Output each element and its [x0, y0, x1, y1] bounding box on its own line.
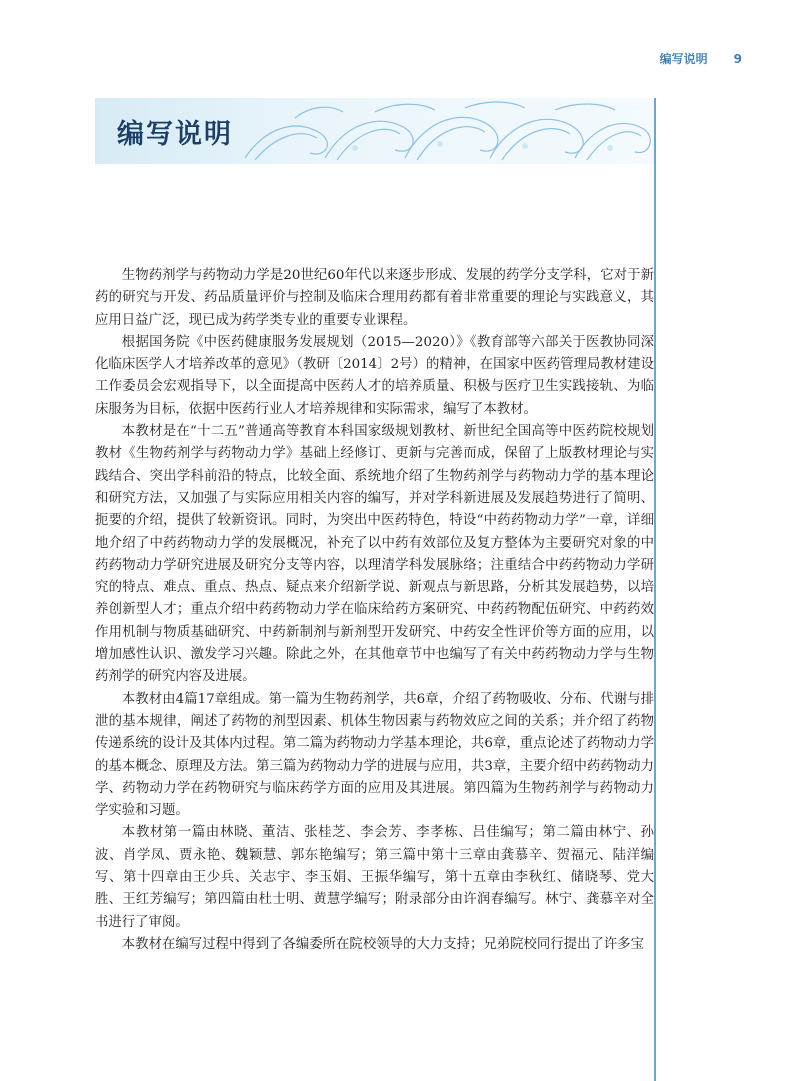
paragraph: 本教材在编写过程中得到了各编委所在院校领导的大力支持；兄弟院校同行提出了许多宝: [121, 936, 645, 952]
page-number: 9: [733, 51, 742, 66]
running-header: [660, 50, 742, 67]
paragraph: 本教材第一篇由林晓、董洁、张桂芝、李会芳、李孝栋、吕佳编写；第二篇由林宁、孙波、肖学凤、贾永艳、魏颖慧、郭东艳编写；第三篇中第十三章由龚慕辛、贺福元、陆洋编写、第十四章由王少兵、关志宇、李玉娟、王振华编写，第十五章由李秋红、储晓琴、党大胜、王红芳编写；第四篇由杜士明、黄慧学编写；附录部分由许润春编写。林宁、龚慕辛对全书进行了审阅。: [95, 825, 654, 930]
paragraph: 根据国务院《中医药健康服务发展规划（2015—2020）》《教育部等六部关于医教协同深化临床医学人才培养改革的意见》（教研〔2014〕2号）的精神，在国家中医药管理局教材建设工作委员会宏观指导下，以全面提高中医药人才的培养质量、积极与医疗卫生实践接轨、为临床服务为目标，依据中医药行业人才培养规律和实际需求，编写了本教材。: [95, 334, 654, 417]
paragraph: 本教材由4篇17章组成。第一篇为生物药剂学，共6章，介绍了药物吸收、分布、代谢与排泄的基本规律，阐述了药物的剂型因素、机体生物因素与药物效应之间的关系；并介绍了药物传递系统的设计及其体内过程。第二篇为药物动力学基本理论，共6章，重点论述了药物动力学的基本概念、原理及方法。第三篇为药物动力学的进展与应用，共3章，主要介绍中药药物动力学、药物动力学在药物研究与临床药学方面的应用及其进展。第四篇为生物药剂学与药物动力学实验和习题。: [95, 691, 654, 819]
section-banner: [95, 98, 654, 164]
paragraph: 生物药剂学与药物动力学是20世纪60年代以来逐步形成、发展的药学分支学科，它对于新药的研究与开发、药品质量评价与控制及临床合理用药都有着非常重要的理论与实践意义，其应用日益广泛，现已成为药学类专业的重要专业课程。: [95, 268, 654, 328]
running-header-section: 编写说明: [659, 52, 708, 66]
paragraph: 本教材是在“十二五”普通高等教育本科国家级规划教材、新世纪全国高等中医药院校规划教材《生物药剂学与药物动力学》基础上经修订、更新与完善而成，保留了上版教材理论与实践结合、突出学科前沿的特点，比较全面、系统地介绍了生物药剂学与药物动力学的基本理论和研究方法，又加强了与实际应用相关内容的编写，并对学科新进展及发展趋势进行了简明、扼要的介绍，提供了较新资讯。同时，为突出中医药特色，特设“中药药物动力学”一章，详细地介绍了中药药物动力学的发展概况，补充了以中药有效部位及复方整体为主要研究对象的中药药物动力学研究进展及研究分支等内容，以理清学科发展脉络；注重结合中药药物动力学研究的特点、难点、重点、热点、疑点来介绍新学说、新观点与新思路，分析其发展趋势，以培养创新型人才；重点介绍中药药物动力学在临床给药方案研究、中药药物配伍研究、中药药效作用机制与物质基础研究、中药新制剂与新剂型开发研究、中药安全性评价等方面的应用，以增加感性认识、激发学习兴趣。除此之外，在其他章节中也编写了有关中药药物动力学与生物药剂学的研究内容及进展。: [95, 424, 654, 685]
margin-rule: [654, 98, 656, 1081]
page-title: 编写说明: [117, 119, 233, 150]
body-text: [95, 265, 654, 956]
